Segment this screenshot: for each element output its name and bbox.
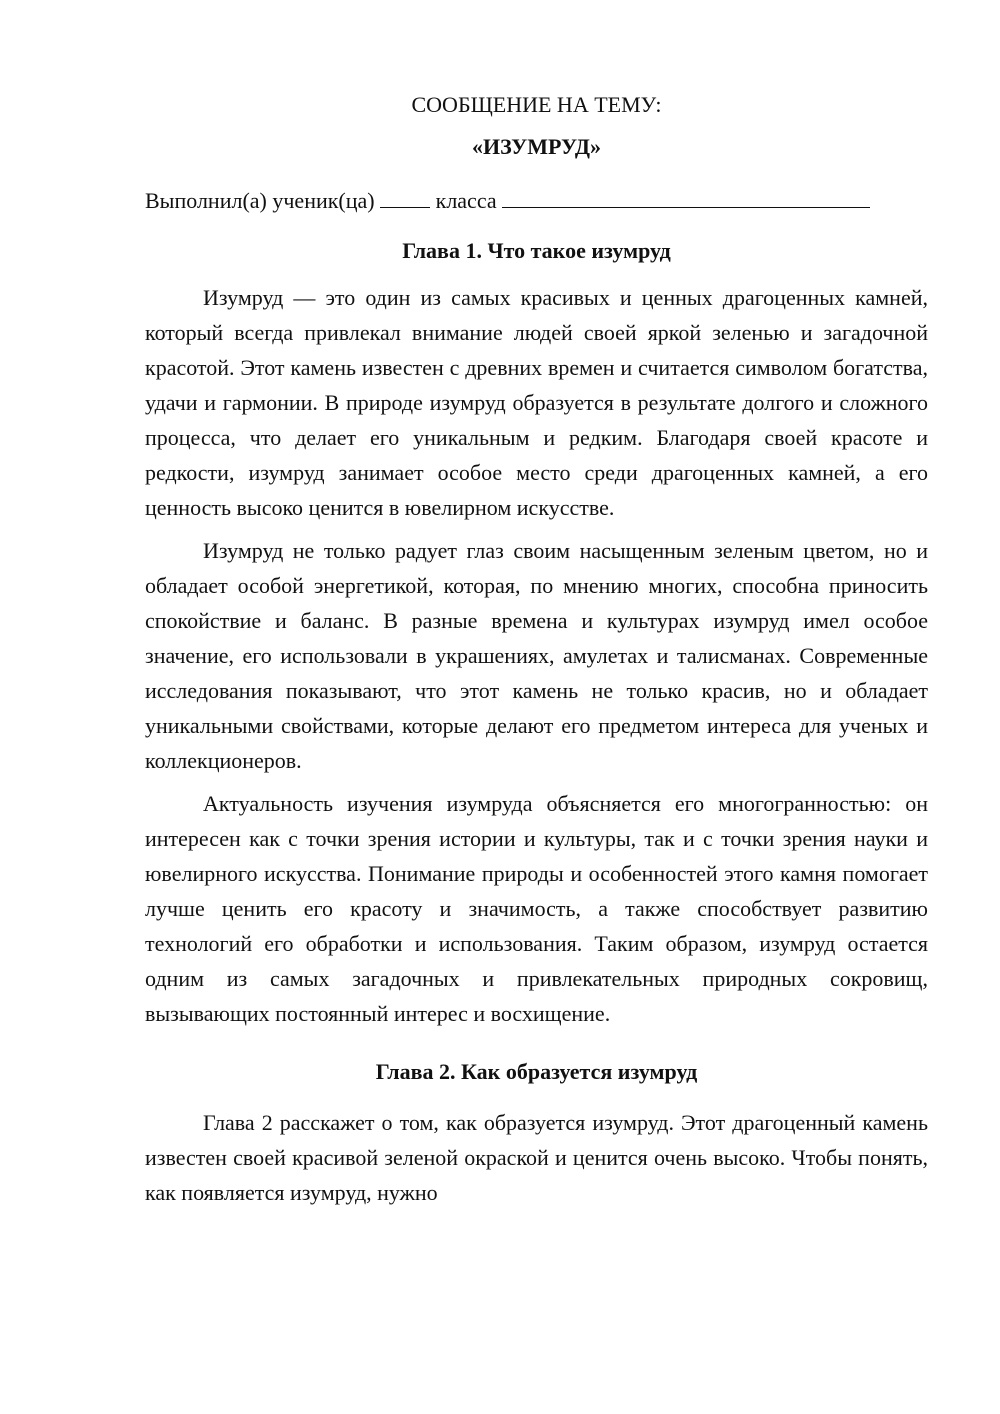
document-topic-title: «ИЗУМРУД» [471, 134, 602, 159]
grade-blank-line [380, 187, 430, 208]
document-content [145, 90, 928, 1218]
author-prefix: Выполнил(а) ученик(ца) [145, 188, 375, 213]
chapter-1-paragraph: Изумруд не только радует глаз своим насыщенным зеленым цветом, но и обладает особой энергетикой, которая, по мнению многих, способна приносить спокойствие и баланс. В разные времена и культурах изумруд имел особое значение, его использовали в украшениях, амулетах и талисманах. Современные исследования показывают, что этот камень не только красив, но и обладает уникальными свойствами, которые делают его предметом интереса для ученых и коллекционеров. [145, 538, 928, 773]
chapter-2-title: Глава 2. Как образуется изумруд [375, 1059, 698, 1084]
chapter-1-paragraph: Актуальность изучения изумруда объясняется его многогранностью: он интересен как с точки зрения истории и культуры, так и с точки зрения науки и ювелирного искусства. Понимание природы и особенностей этого камня помогает лучше ценить его красоту и значимость, а также способствует развитию технологий его обработки и использования. Таким образом, изумруд остается одним из самых загадочных и привлекательных природных сокровищ, вызывающих постоянный интерес и восхищение. [145, 791, 928, 1026]
author-line [145, 186, 928, 216]
name-blank-line [502, 187, 870, 208]
chapter-2-paragraph: Глава 2 расскажет о том, как образуется изумруд. Этот драгоценный камень известен своей красивой зеленой окраской и ценится очень высоко. Чтобы понять, как появляется изумруд, нужно [145, 1110, 928, 1205]
chapter-1-title: Глава 1. Что такое изумруд [402, 238, 671, 263]
chapter-1-paragraph: Изумруд — это один из самых красивых и ценных драгоценных камней, который всегда привлекал внимание людей своей яркой зеленью и загадочной красотой. Этот камень известен с древних времен и считается символом богатства, удачи и гармонии. В природе изумруд образуется в результате долгого и сложного процесса, что делает его уникальным и редким. Благодаря своей красоте и редкости, изумруд занимает особое место среди драгоценных камней, а его ценность высоко ценится в ювелирном искусстве. [145, 285, 928, 520]
class-label: класса [435, 188, 497, 213]
document-heading: СООБЩЕНИЕ НА ТЕМУ: [411, 92, 662, 117]
